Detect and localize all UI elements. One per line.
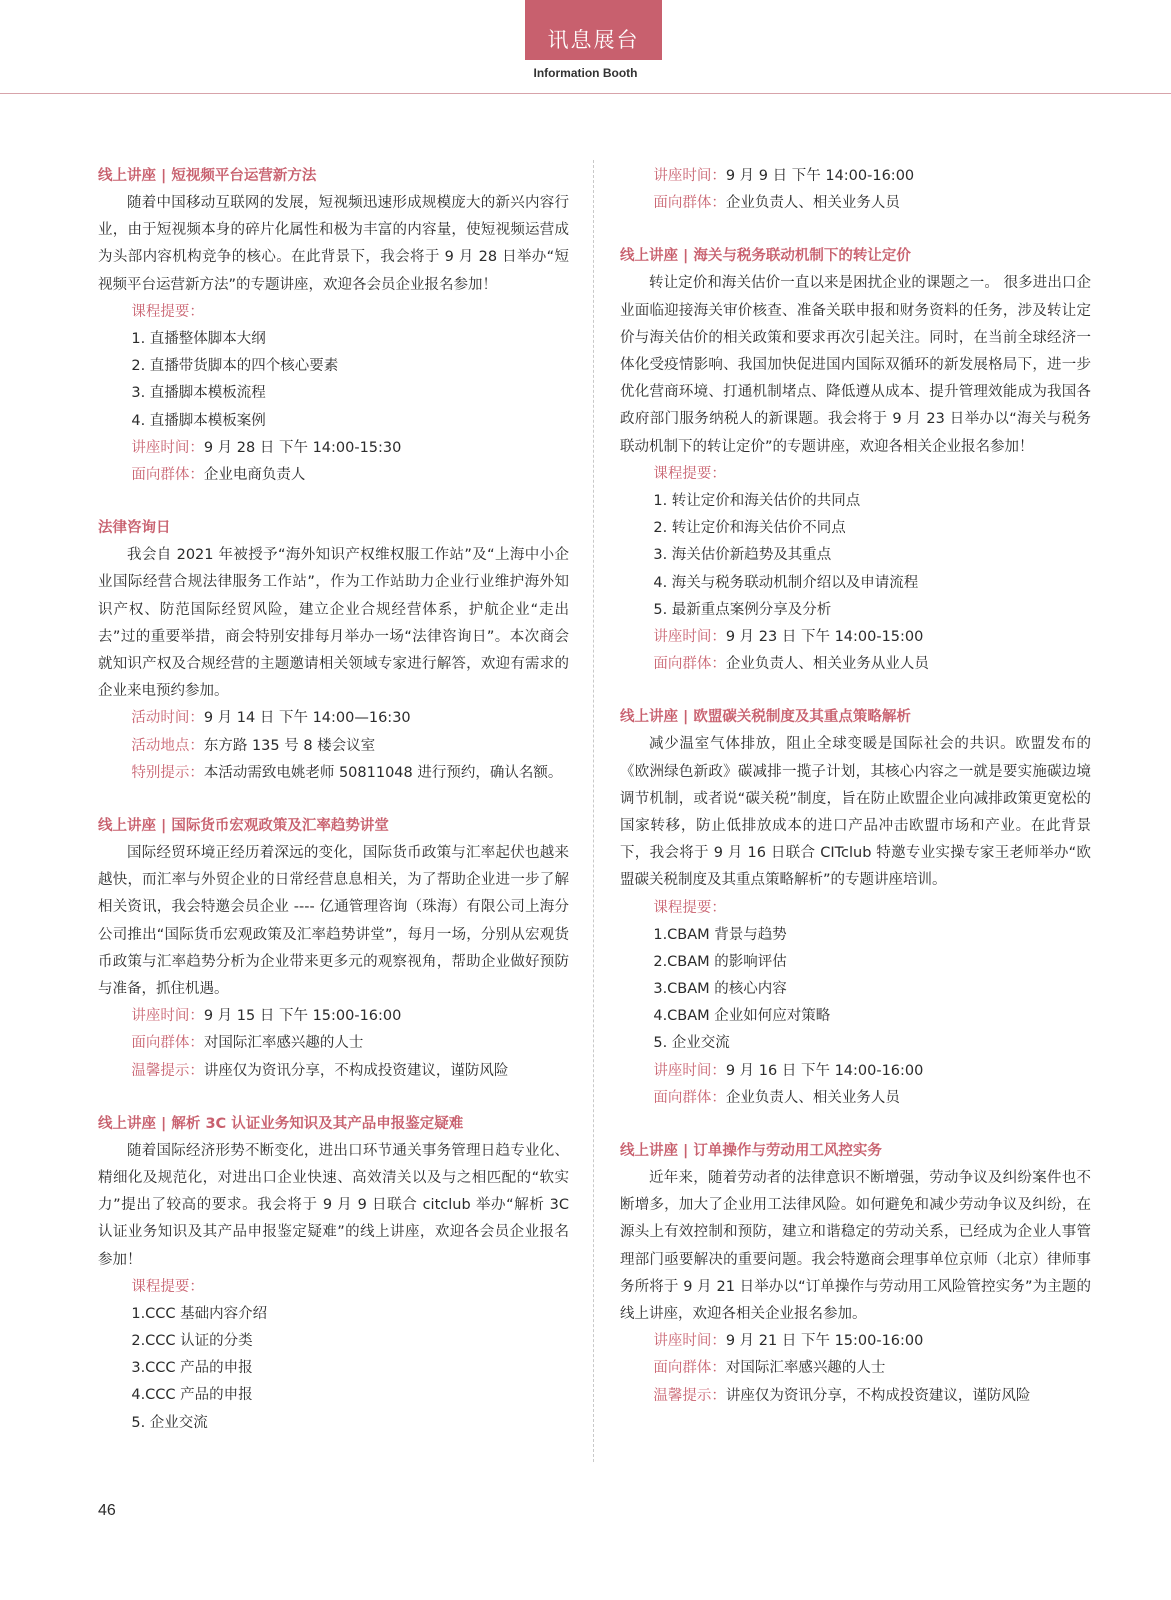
- section-tab: [525, 0, 662, 60]
- info-label: 面向群体：: [653, 656, 726, 673]
- info-line: [98, 733, 569, 760]
- outline-label: 课程提要：: [131, 303, 204, 320]
- page-number: 46: [98, 1502, 116, 1519]
- article-section: [620, 243, 1091, 678]
- info-value: 对国际汇率感兴趣的人士: [203, 1035, 364, 1052]
- section-gap: [620, 678, 1091, 704]
- outline-item: 1. 转让定价和海关估价的共同点: [653, 492, 861, 509]
- header-divider: [0, 93, 1171, 94]
- outline-item: 1.CBAM 背景与趋势: [653, 926, 787, 943]
- info-label: 面向群体：: [653, 1360, 726, 1377]
- info-line: [98, 1003, 569, 1030]
- outline-item: 1. 直播整体脚本大纲: [131, 331, 266, 347]
- info-value: 9 月 9 日 下午 14:00-16:00: [725, 168, 915, 184]
- article-body: 近年来，随着劳动者的法律意识不断增强，劳动争议及纠纷案件也不断增多，加大了企业用工法律风险。如何避免和减少劳动争议及纠纷，在源头上有效控制和预防，建立和谐稳定的劳动关系，已经成为企业人事管理部门亟要解决的重要问题。我会特邀商会理事单位京师（北京）律师事务所将于 9 月 21 日举办以“订单操作与劳动用工风险管控实务”为主题的线上讲座，欢迎各相关企业报名参加。: [620, 1170, 1091, 1323]
- outline-label: 课程提要：: [653, 465, 726, 482]
- section-gap: [98, 489, 569, 515]
- outline-item: 1.CCC 基础内容介绍: [131, 1305, 268, 1322]
- outline-item: 4.CBAM 企业如何应对策略: [653, 1008, 831, 1025]
- outline-item: 3.CBAM 的核心内容: [653, 981, 787, 998]
- info-line: [98, 705, 569, 732]
- article-title: 线上讲座 | 欧盟碳关税制度及其重点策略解析: [620, 709, 911, 726]
- info-label: 活动时间：: [131, 710, 204, 727]
- article-title: 线上讲座 | 国际货币宏观政策及汇率趋势讲堂: [98, 817, 389, 834]
- info-label: 活动地点：: [131, 737, 204, 754]
- info-label: 讲座时间：: [653, 1333, 726, 1350]
- article-body: 减少温室气体排放，阻止全球变暖是国际社会的共识。欧盟发布的《欧洲绿色新政》碳减排一揽子计划，其核心内容之一就是要实施碳边境调节机制，或者说“碳关税”制度，旨在防止欧盟企业向减排政策更宽松的国家转移，防止低排放成本的进口产品冲击欧盟市场和产业。在此背景下，我会将于 9 月 16 日联合 CITclub 特邀专业实操专家王老师举办“欧盟碳关税制度及其重点策略解析”的专题讲座培训。: [620, 736, 1091, 889]
- right-column: [620, 163, 1091, 1410]
- outline-line: [98, 1274, 569, 1301]
- outline-item: 2. 转让定价和海关估价不同点: [653, 520, 846, 537]
- article-section: [98, 515, 569, 787]
- article-section: [620, 1138, 1091, 1410]
- info-label: 面向群体：: [653, 1089, 726, 1106]
- outline-item: 5. 最新重点案例分享及分析: [653, 601, 832, 618]
- info-label: 讲座时间：: [653, 628, 726, 645]
- info-value: 9 月 23 日 下午 14:00-15:00: [725, 628, 924, 645]
- outline-item: 4.CCC 产品的申报: [131, 1387, 253, 1404]
- info-value: 企业电商负责人: [203, 466, 306, 483]
- info-label: 温馨提示：: [653, 1387, 726, 1404]
- info-label: 讲座时间：: [653, 1062, 726, 1079]
- section-gap: [98, 787, 569, 813]
- outline-item: 2.CBAM 的影响评估: [653, 953, 787, 970]
- info-label: 面向群体：: [131, 466, 204, 483]
- info-line: [98, 1030, 569, 1057]
- info-value: 企业负责人、相关业务人员: [725, 195, 900, 212]
- info-line: [620, 1085, 1091, 1112]
- info-label: 讲座时间：: [131, 1008, 204, 1025]
- info-value: 对国际汇率感兴趣的人士: [725, 1360, 886, 1377]
- info-line: [98, 1058, 569, 1085]
- info-line: [98, 760, 569, 787]
- info-line: [620, 1328, 1091, 1355]
- info-line: [620, 624, 1091, 651]
- outline-item: 2.CCC 认证的分类: [131, 1333, 253, 1350]
- section-title: 讯息展台: [547, 28, 640, 52]
- info-line: [620, 190, 1091, 217]
- article-section: [98, 813, 569, 1085]
- info-value: 9 月 14 日 下午 14:00—16:30: [203, 710, 411, 727]
- info-value: 企业负责人、相关业务人员: [725, 1089, 900, 1106]
- outline-item: 5. 企业交流: [131, 1414, 208, 1431]
- info-label: 讲座时间：: [131, 439, 204, 456]
- info-value: 9 月 15 日 下午 15:00-16:00: [203, 1008, 402, 1025]
- info-line: [620, 163, 1091, 190]
- info-value: 9 月 21 日 下午 15:00-16:00: [725, 1333, 924, 1350]
- article-section: [98, 163, 569, 489]
- article-section: [98, 1111, 569, 1437]
- outline-line: [620, 461, 1091, 488]
- section-gap: [98, 1085, 569, 1111]
- info-line: [98, 435, 569, 462]
- article-body: 国际经贸环境正经历着深远的变化，国际货币政策与汇率起伏也越来越快，而汇率与外贸企业的日常经营息息相关，为了帮助企业进一步了解相关资讯，我会特邀会员企业 ---- 亿通管理咨询（珠海）有限公司上海分公司推出“国际货币宏观政策及汇率趋势讲堂”，每月一场，分别从宏观货币政策与汇率趋势分析为企业带来更多元的观察视角，帮助企业做好预防与准备，抓住机遇。: [98, 844, 569, 997]
- section-gap: [620, 1112, 1091, 1138]
- info-value: 9 月 28 日 下午 14:00-15:30: [203, 439, 402, 456]
- outline-item: 3. 海关估价新趋势及其重点: [653, 547, 832, 564]
- info-line: [620, 1058, 1091, 1085]
- outline-item: 4. 直播脚本模板案例: [131, 412, 266, 429]
- info-value: 东方路 135 号 8 楼会议室: [203, 737, 376, 754]
- article-body: 转让定价和海关估价一直以来是困扰企业的课题之一。 很多进出口企业面临迎接海关审价核查、准备关联申报和财务资料的任务，涉及转让定价与海关估价的相关政策和要求再次引起关注。同时，在当前全球经济一体化受疫情影响、我国加快促进国内国际双循环的新发展格局下，进一步优化营商环境、打通机制堵点、降低遵从成本、提升管理效能成为我国各政府部门服务纳税人的新课题。我会将于 9 月 23 日举办以“海关与税务联动机制下的转让定价”的专题讲座，欢迎各相关企业报名参加！: [620, 275, 1091, 455]
- info-value: 9 月 16 日 下午 14:00-16:00: [725, 1062, 924, 1079]
- info-value: 讲座仅为资讯分享，不构成投资建议，谨防风险: [725, 1387, 1031, 1404]
- info-label: 温馨提示：: [131, 1062, 204, 1079]
- section-subtitle: Information Booth: [533, 66, 638, 80]
- info-label: 面向群体：: [653, 195, 726, 212]
- article-title: 线上讲座 | 解析 3C 认证业务知识及其产品申报鉴定疑难: [98, 1115, 464, 1132]
- info-value: 企业负责人、相关业务从业人员: [725, 656, 929, 673]
- article-body: 随着中国移动互联网的发展，短视频迅速形成规模庞大的新兴内容行业，由于短视频本身的碎片化属性和极为丰富的内容量，使短视频运营成为头部内容机构竞争的核心。在此背景下，我会将于 9 月 28 日举办“短视频平台运营新方法”的专题讲座，欢迎各会员企业报名参加！: [98, 195, 569, 293]
- column-divider: [593, 160, 594, 1462]
- info-label: 面向群体：: [131, 1035, 204, 1052]
- article-title: 线上讲座 | 订单操作与劳动用工风控实务: [620, 1143, 882, 1160]
- article-title: 线上讲座 | 短视频平台运营新方法: [98, 168, 317, 184]
- outline-item: 3.CCC 产品的申报: [131, 1360, 253, 1377]
- outline-item: 4. 海关与税务联动机制介绍以及申请流程: [653, 574, 919, 591]
- outline-label: 课程提要：: [653, 899, 726, 916]
- info-line: [620, 1355, 1091, 1382]
- info-value: 本活动需致电姚老师 50811048 进行预约，确认名额。: [203, 764, 563, 781]
- article-body: 随着国际经济形势不断变化，进出口环节通关事务管理日趋专业化、精细化及规范化，对进出口企业快速、高效清关以及与之相匹配的“软实力”提出了较高的要求。我会将于 9 月 9 日联合 citclub 举办“解析 3C 认证业务知识及其产品申报鉴定疑难”的线上讲座，欢迎各会员企业报名参加！: [98, 1142, 569, 1268]
- outline-label: 课程提要：: [131, 1278, 204, 1295]
- outline-line: [620, 895, 1091, 922]
- article-body: 我会自 2021 年被授予“海外知识产权维权服工作站”及“上海中小企业国际经营合规法律服务工作站”，作为工作站助力企业行业维护海外知识产权、防范国际经贸风险，建立企业合规经营体系，护航企业“走出去”过的重要举措，商会特别安排每月举办一场“法律咨询日”。本次商会就知识产权及合规经营的主题邀请相关领域专家进行解答，欢迎有需求的企业来电预约参加。: [98, 547, 569, 700]
- info-line: [98, 462, 569, 489]
- outline-line: [98, 299, 569, 326]
- section-gap: [620, 217, 1091, 243]
- info-label: 特别提示：: [131, 764, 204, 781]
- article-title: 法律咨询日: [98, 520, 171, 537]
- left-column: [98, 163, 569, 1437]
- info-line: [620, 1383, 1091, 1410]
- info-value: 讲座仅为资讯分享，不构成投资建议，谨防风险: [203, 1062, 509, 1079]
- outline-item: 2. 直播带货脚本的四个核心要素: [131, 358, 339, 375]
- info-label: 讲座时间：: [653, 168, 726, 184]
- outline-item: 3. 直播脚本模板流程: [131, 385, 266, 402]
- article-section: [620, 704, 1091, 1112]
- info-line: [620, 651, 1091, 678]
- outline-item: 5. 企业交流: [653, 1035, 730, 1052]
- article-title: 线上讲座 | 海关与税务联动机制下的转让定价: [620, 248, 911, 265]
